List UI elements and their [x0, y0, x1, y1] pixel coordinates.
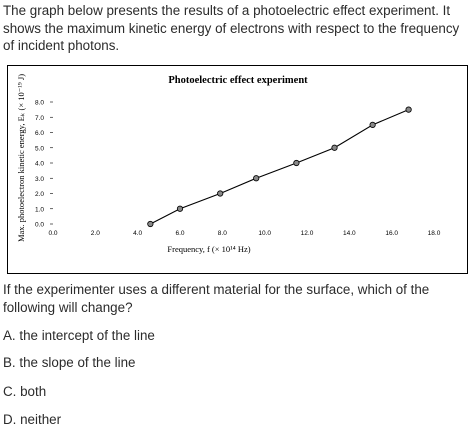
data-point [370, 122, 375, 127]
data-point [177, 206, 182, 211]
option-a[interactable]: A. the intercept of the line [3, 328, 155, 343]
x-axis-label: Frequency, f (× 10¹⁴ Hz) [167, 244, 251, 254]
series-line [150, 110, 408, 224]
y-tick-label: 3.0 [34, 175, 44, 183]
y-tick-label: 2.0 [34, 191, 44, 198]
y-tick-label: 0.0 [34, 221, 44, 229]
chart-frame [7, 65, 468, 274]
x-tick-label: 16.0 [385, 230, 398, 237]
x-tick-label: 14.0 [343, 230, 356, 237]
x-tick-label: 0.0 [48, 230, 58, 237]
x-tick-label: 12.0 [300, 230, 314, 237]
intro-text: The graph below presents the results of a photoelectric effect experiment. It shows the maximum kinetic energy of electrons with respect to the frequency of incident photons. [3, 3, 460, 53]
x-tick-label: 6.0 [175, 230, 185, 237]
x-tick-label: 2.0 [90, 230, 100, 237]
data-point [148, 221, 153, 226]
option-c[interactable]: C. both [3, 384, 47, 399]
data-point [294, 160, 299, 165]
y-tick-label: 7.0 [34, 114, 44, 122]
y-tick-label: 6.0 [34, 130, 44, 137]
question-text: If the experimenter uses a different material for the surface, which of the following will change? [3, 282, 430, 315]
data-point [332, 145, 337, 150]
x-tick-label: 18.0 [427, 230, 441, 237]
data-point [254, 176, 259, 181]
x-tick-label: 4.0 [133, 230, 143, 237]
y-tick-label: 1.0 [34, 206, 44, 214]
option-b[interactable]: B. the slope of the line [3, 355, 136, 370]
data-point [218, 191, 223, 196]
data-point [406, 107, 411, 112]
chart-title: Photoelectric effect experiment [168, 75, 308, 86]
y-tick-label: 8.0 [34, 99, 44, 107]
y-tick-label: 5.0 [34, 145, 44, 153]
y-axis-label: Max. photoelectron kinetic energy, Eₖ (× 10⁻¹⁹ J) [16, 73, 26, 243]
chart [8, 66, 469, 275]
x-tick-label: 10.0 [258, 230, 271, 237]
y-tick-label: 4.0 [34, 160, 44, 168]
option-d[interactable]: D. neither [3, 412, 62, 427]
x-tick-label: 8.0 [217, 230, 227, 237]
